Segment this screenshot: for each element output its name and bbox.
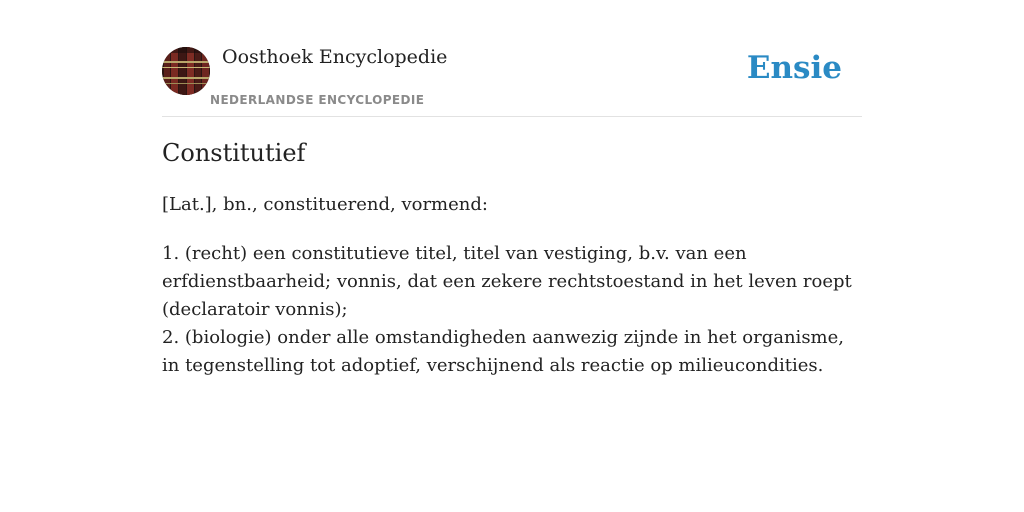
brand-logo[interactable]: Ensie (746, 50, 842, 86)
page-title: Constitutief (162, 139, 306, 167)
encyclopedia-books-icon[interactable] (162, 47, 210, 95)
site-subtitle: NEDERLANDSE ENCYCLOPEDIE (210, 93, 425, 107)
definition-item: 1. (recht) een constitutieve titel, titel van vestiging, b.v. van een erfdienstbaarheid; vonnis, dat een zekere rechtstoestand in het leven roept (declaratoir vonnis); (162, 243, 852, 320)
definition-intro: [Lat.], bn., constituerend, vormend: (162, 194, 488, 215)
definition-list (162, 240, 852, 380)
site-name[interactable]: Oosthoek Encyclopedie (222, 46, 448, 68)
site-header (162, 46, 862, 117)
definition-item: 2. (biologie) onder alle omstandigheden aanwezig zijnde in het organisme, in tegenstelling tot adoptief, verschijnend als reactie op milieucondities. (162, 327, 844, 376)
